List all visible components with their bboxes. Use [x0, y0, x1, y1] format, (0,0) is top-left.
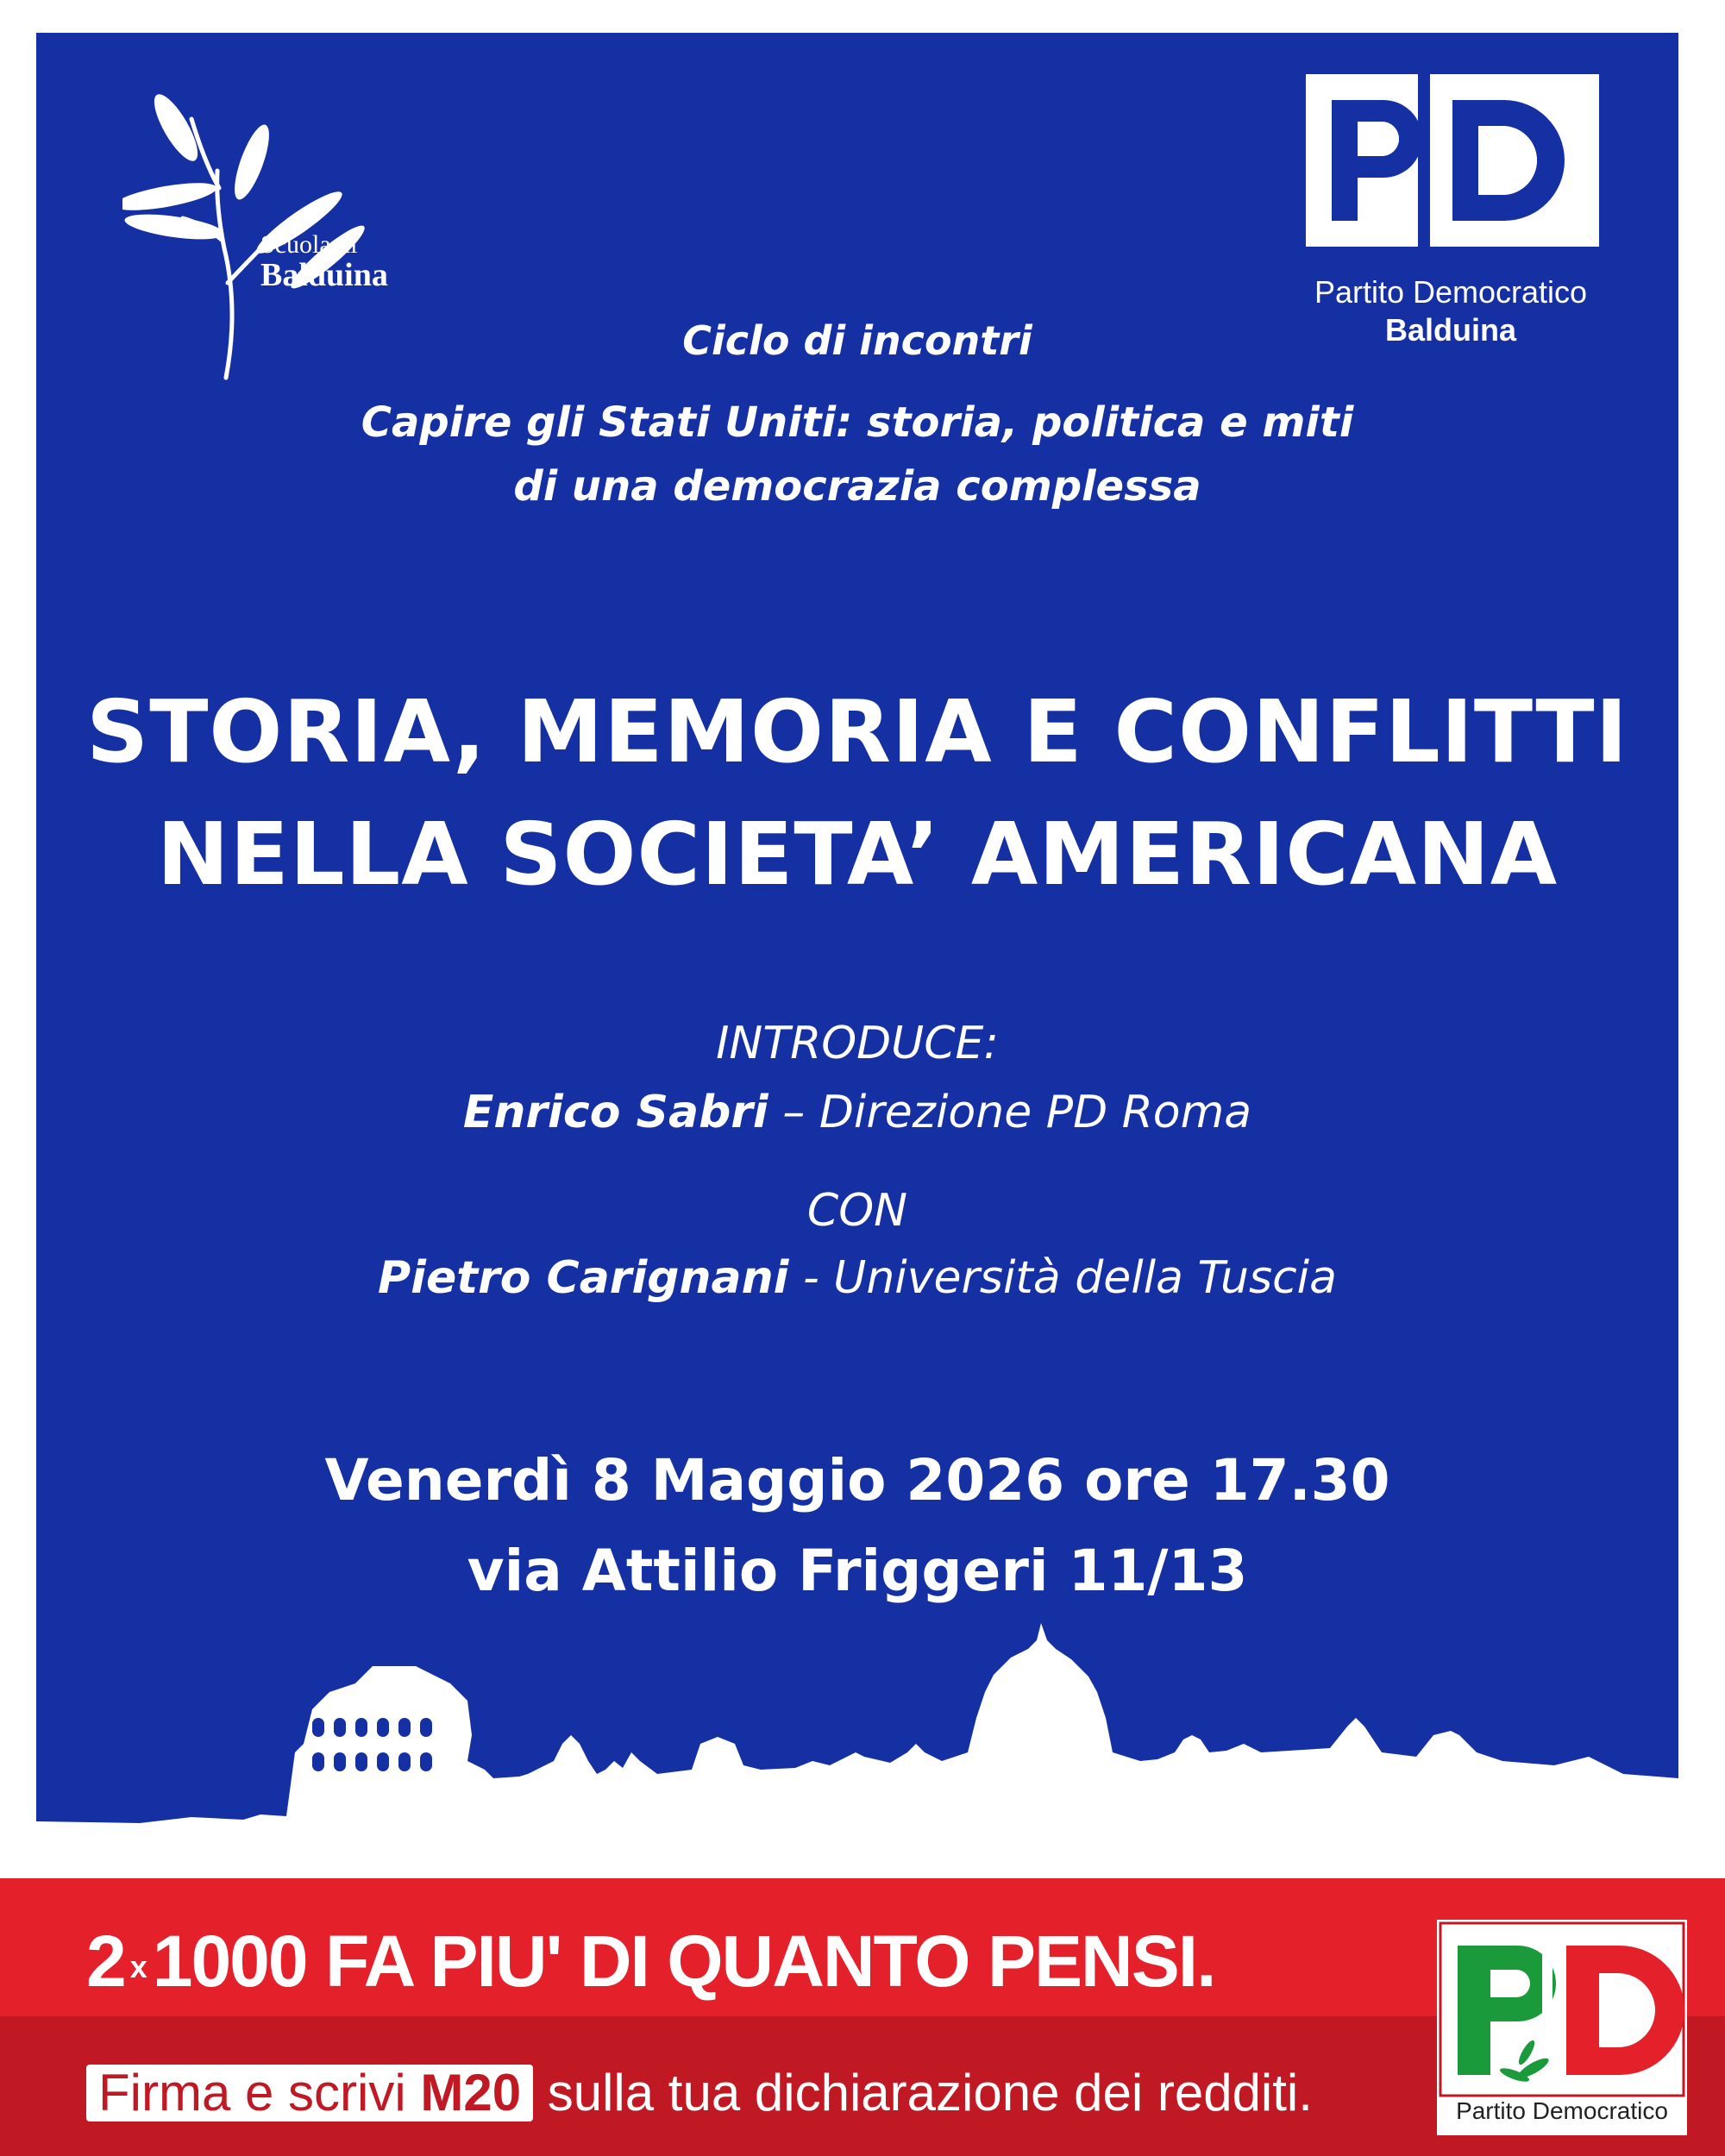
guest-name: Pietro Carignani: [378, 1252, 789, 1304]
pd-bottom-logo-icon: [1437, 1920, 1687, 2101]
pd-top-section: Balduina: [1384, 312, 1516, 348]
con-label: CON: [806, 1185, 908, 1237]
guest-role: - Università della Tuscia: [802, 1252, 1337, 1304]
introducer-role: – Direzione PD Roma: [782, 1087, 1252, 1138]
firma-prefix: Firma e scrivi: [98, 2064, 406, 2122]
slogan-x: x: [129, 1948, 147, 1984]
scuola-logo-text: [260, 231, 388, 292]
firma-suffix: sulla tua dichiarazione dei redditi.: [547, 2064, 1313, 2122]
cycle-title: [36, 391, 1678, 518]
introduce-label: INTRODUCE:: [716, 1018, 999, 1069]
event-title: [36, 671, 1678, 916]
pd-bottom-name: Partito Democratico: [1456, 2097, 1668, 2124]
scuola-line1: Scuola di: [260, 230, 358, 259]
cycle-title-line2: di una democrazia complessa: [513, 462, 1201, 511]
event-date: Venerdì 8 Maggio 2026 ore 17.30: [324, 1447, 1390, 1514]
event-title-line1: STORIA, MEMORIA E CONFLITTI: [86, 681, 1628, 782]
slogan-prefix: 2: [86, 1921, 125, 2002]
scuola-line2: Balduina: [260, 256, 388, 293]
rome-skyline-icon: [36, 1623, 1678, 1847]
pd-top-name: Partito Democratico: [1314, 274, 1588, 310]
introducer-line: [36, 1087, 1678, 1138]
banner-slogan: [86, 1920, 1214, 2003]
firma-box: [86, 2065, 533, 2122]
cycle-title-line1: Capire gli Stati Uniti: storia, politica e miti: [361, 398, 1354, 447]
firma-code: M20: [420, 2064, 522, 2122]
firma-row: [86, 2063, 1313, 2122]
event-title-line2: NELLA SOCIETA’ AMERICANA: [156, 804, 1559, 905]
cycle-label: Ciclo di incontri: [682, 317, 1032, 364]
introducer-name: Enrico Sabri: [462, 1087, 768, 1138]
pd-logo-icon: [1306, 74, 1599, 247]
pd-bottom-logo: [1437, 1920, 1687, 2135]
event-place: via Attilio Friggeri 11/13: [467, 1538, 1248, 1604]
poster-panel: [36, 33, 1678, 1847]
slogan-main: 1000 FA PIU' DI QUANTO PENSI.: [152, 1921, 1215, 2002]
guest-line: [36, 1252, 1678, 1304]
